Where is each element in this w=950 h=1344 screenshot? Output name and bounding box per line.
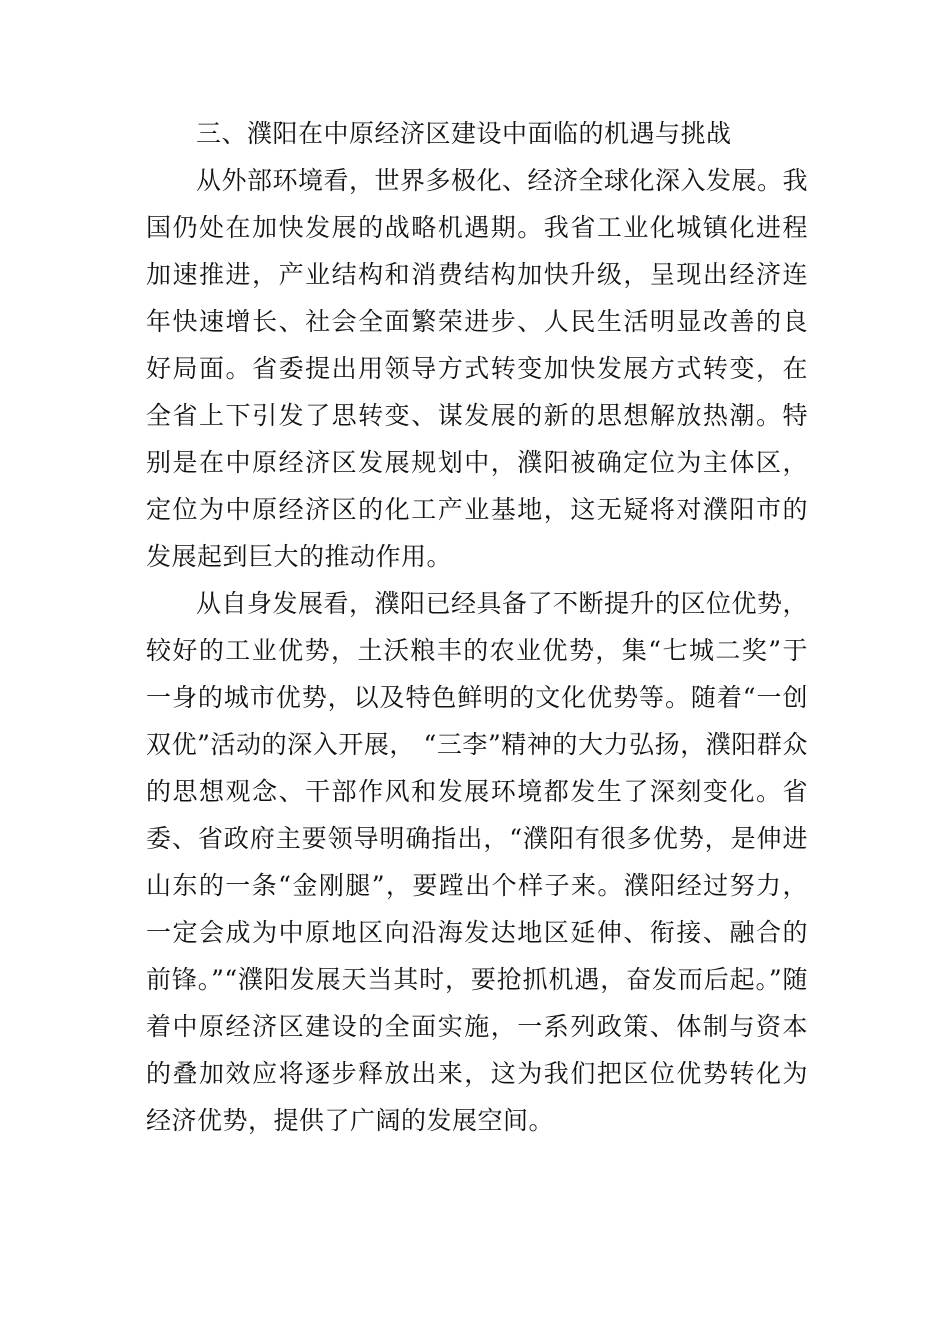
paragraph-self-development: 从自身发展看，濮阳已经具备了不断提升的区位优势，较好的工业优势，土沃粮丰的农业优势，集“七城二奖”于一身的城市优势，以及特色鲜明的文化优势等。随着“一创双优”活动的深入开展， “三李”精神的大力弘扬，濮阳群众的思想观念、干部作风和发展环境都发生了深刻变化。省委、省政府主要领导明确指出，“濮阳有很多优势，是伸进山东的一条“金刚腿”，要蹚出个样子来。濮阳经过努力，一定会成为中原地区向沿海发达地区延伸、衔接、融合的前锋。”“濮阳发展天当其时，要抢抓机遇，奋发而后起。”随着中原经济区建设的全面实施，一系列政策、体制与资本的叠加效应将逐步释放出来，这为我们把区位优势转化为经济优势，提供了广阔的发展空间。 bbox=[146, 589, 809, 1135]
document-body bbox=[146, 110, 808, 1144]
section-heading: 三、濮阳在中原经济区建设中面临的机遇与挑战 bbox=[196, 119, 732, 148]
paragraph-external-environment: 从外部环境看，世界多极化、经济全球化深入发展。我国仍处在加快发展的战略机遇期。我省工业化城镇化进程加速推进，产业结构和消费结构加快升级，呈现出经济连年快速增长、社会全面繁荣进步、人民生活明显改善的良好局面。省委提出用领导方式转变加快发展方式转变，在全省上下引发了思转变、谋发展的新的思想解放热潮。特别是在中原经济区发展规划中，濮阳被确定位为主体区，定位为中原经济区的化工产业基地，这无疑将对濮阳市的发展起到巨大的推动作用。 bbox=[146, 166, 809, 571]
